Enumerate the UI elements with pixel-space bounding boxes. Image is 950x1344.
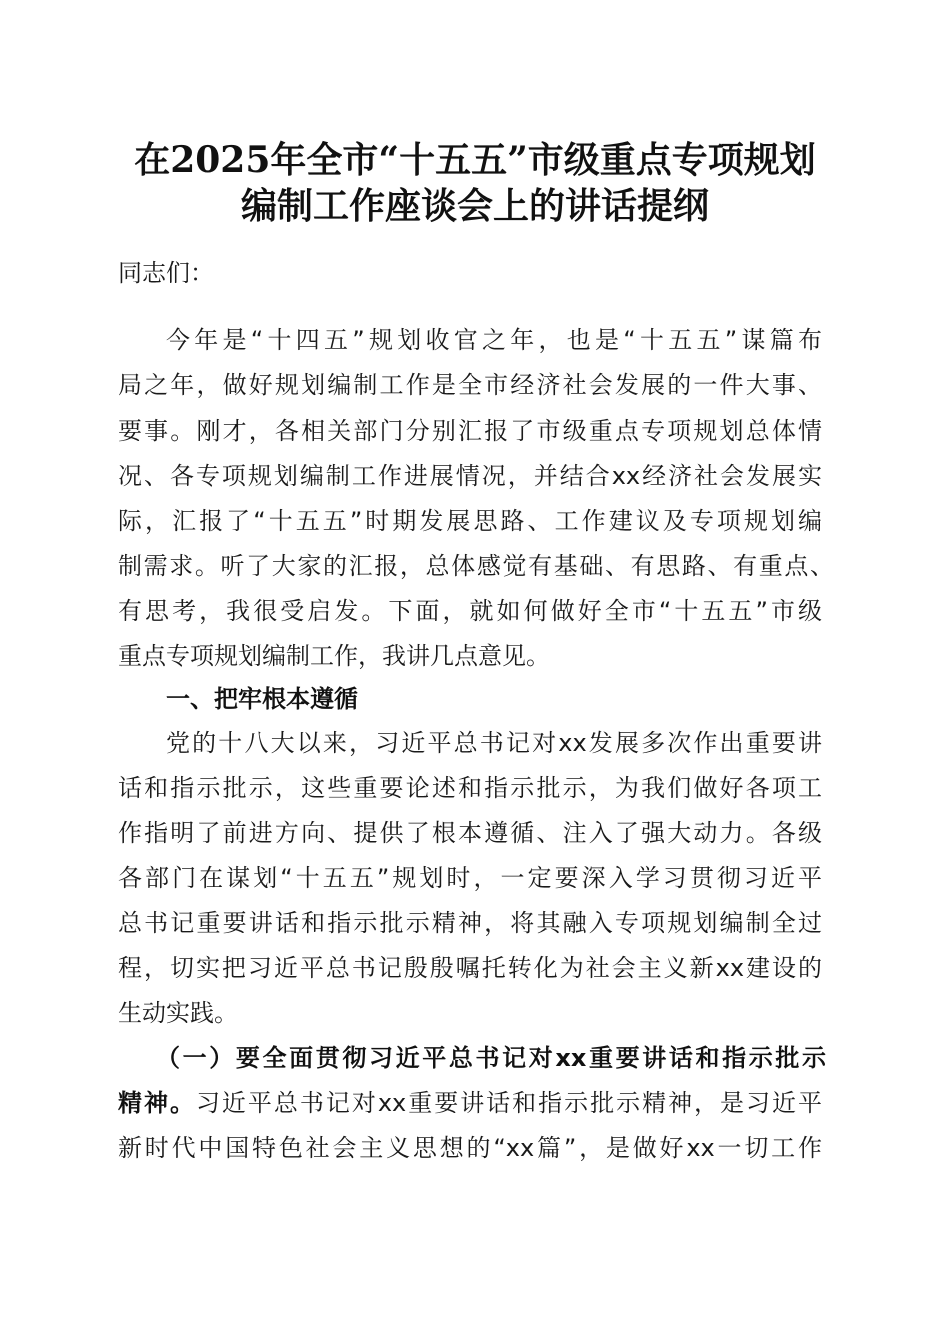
subsection-1-line-2-text: 习近平总书记对xx重要讲话和指示批示精神，是习近平	[195, 1089, 822, 1117]
section-1-line-6: 程，切实把习近平总书记殷殷嘱托转化为社会主义新xx建设的	[118, 954, 822, 982]
document-title-line-1: 在2025年全市“十五五”市级重点专项规划	[134, 139, 816, 181]
salutation: 同志们：	[118, 259, 214, 287]
intro-line-4: 况、各专项规划编制工作进展情况，并结合xx经济社会发展实	[118, 462, 822, 490]
intro-line-8: 重点专项规划编制工作，我讲几点意见。	[118, 642, 550, 670]
intro-line-7: 有思考，我很受启发。下面，就如何做好全市“十五五”市级	[118, 597, 822, 625]
subsection-1-line-2	[118, 1082, 822, 1124]
section-1-line-4: 各部门在谋划“十五五”规划时，一定要深入学习贯彻习近平	[118, 864, 822, 892]
subsection-1-heading-line-1: （一）要全面贯彻习近平总书记对xx重要讲话和指示批示	[156, 1044, 826, 1072]
intro-line-2: 局之年，做好规划编制工作是全市经济社会发展的一件大事、	[118, 371, 822, 399]
section-1-line-7: 生动实践。	[118, 999, 238, 1027]
intro-line-1: 今年是“十四五”规划收官之年，也是“十五五”谋篇布	[166, 326, 822, 354]
document-title-line-2: 编制工作座谈会上的讲话提纲	[240, 185, 709, 227]
subsection-1-line-3: 新时代中国特色社会主义思想的“xx篇”，是做好xx一切工作	[118, 1134, 822, 1162]
section-1-line-1: 党的十八大以来，习近平总书记对xx发展多次作出重要讲	[166, 729, 822, 757]
intro-line-6: 制需求。听了大家的汇报，总体感觉有基础、有思路、有重点、	[118, 552, 834, 580]
section-1-line-5: 总书记重要讲话和指示批示精神，将其融入专项规划编制全过	[118, 909, 822, 937]
section-1-heading: 一、把牢根本遵循	[166, 685, 358, 713]
intro-line-5: 际，汇报了“十五五”时期发展思路、工作建议及专项规划编	[118, 507, 822, 535]
section-1-line-3: 作指明了前进方向、提供了根本遵循、注入了强大动力。各级	[118, 819, 822, 847]
subsection-1-heading-end: 精神。	[118, 1089, 196, 1117]
intro-line-3: 要事。刚才，各相关部门分别汇报了市级重点专项规划总体情	[118, 417, 822, 445]
section-1-line-2: 话和指示批示，这些重要论述和指示批示，为我们做好各项工	[118, 774, 822, 802]
